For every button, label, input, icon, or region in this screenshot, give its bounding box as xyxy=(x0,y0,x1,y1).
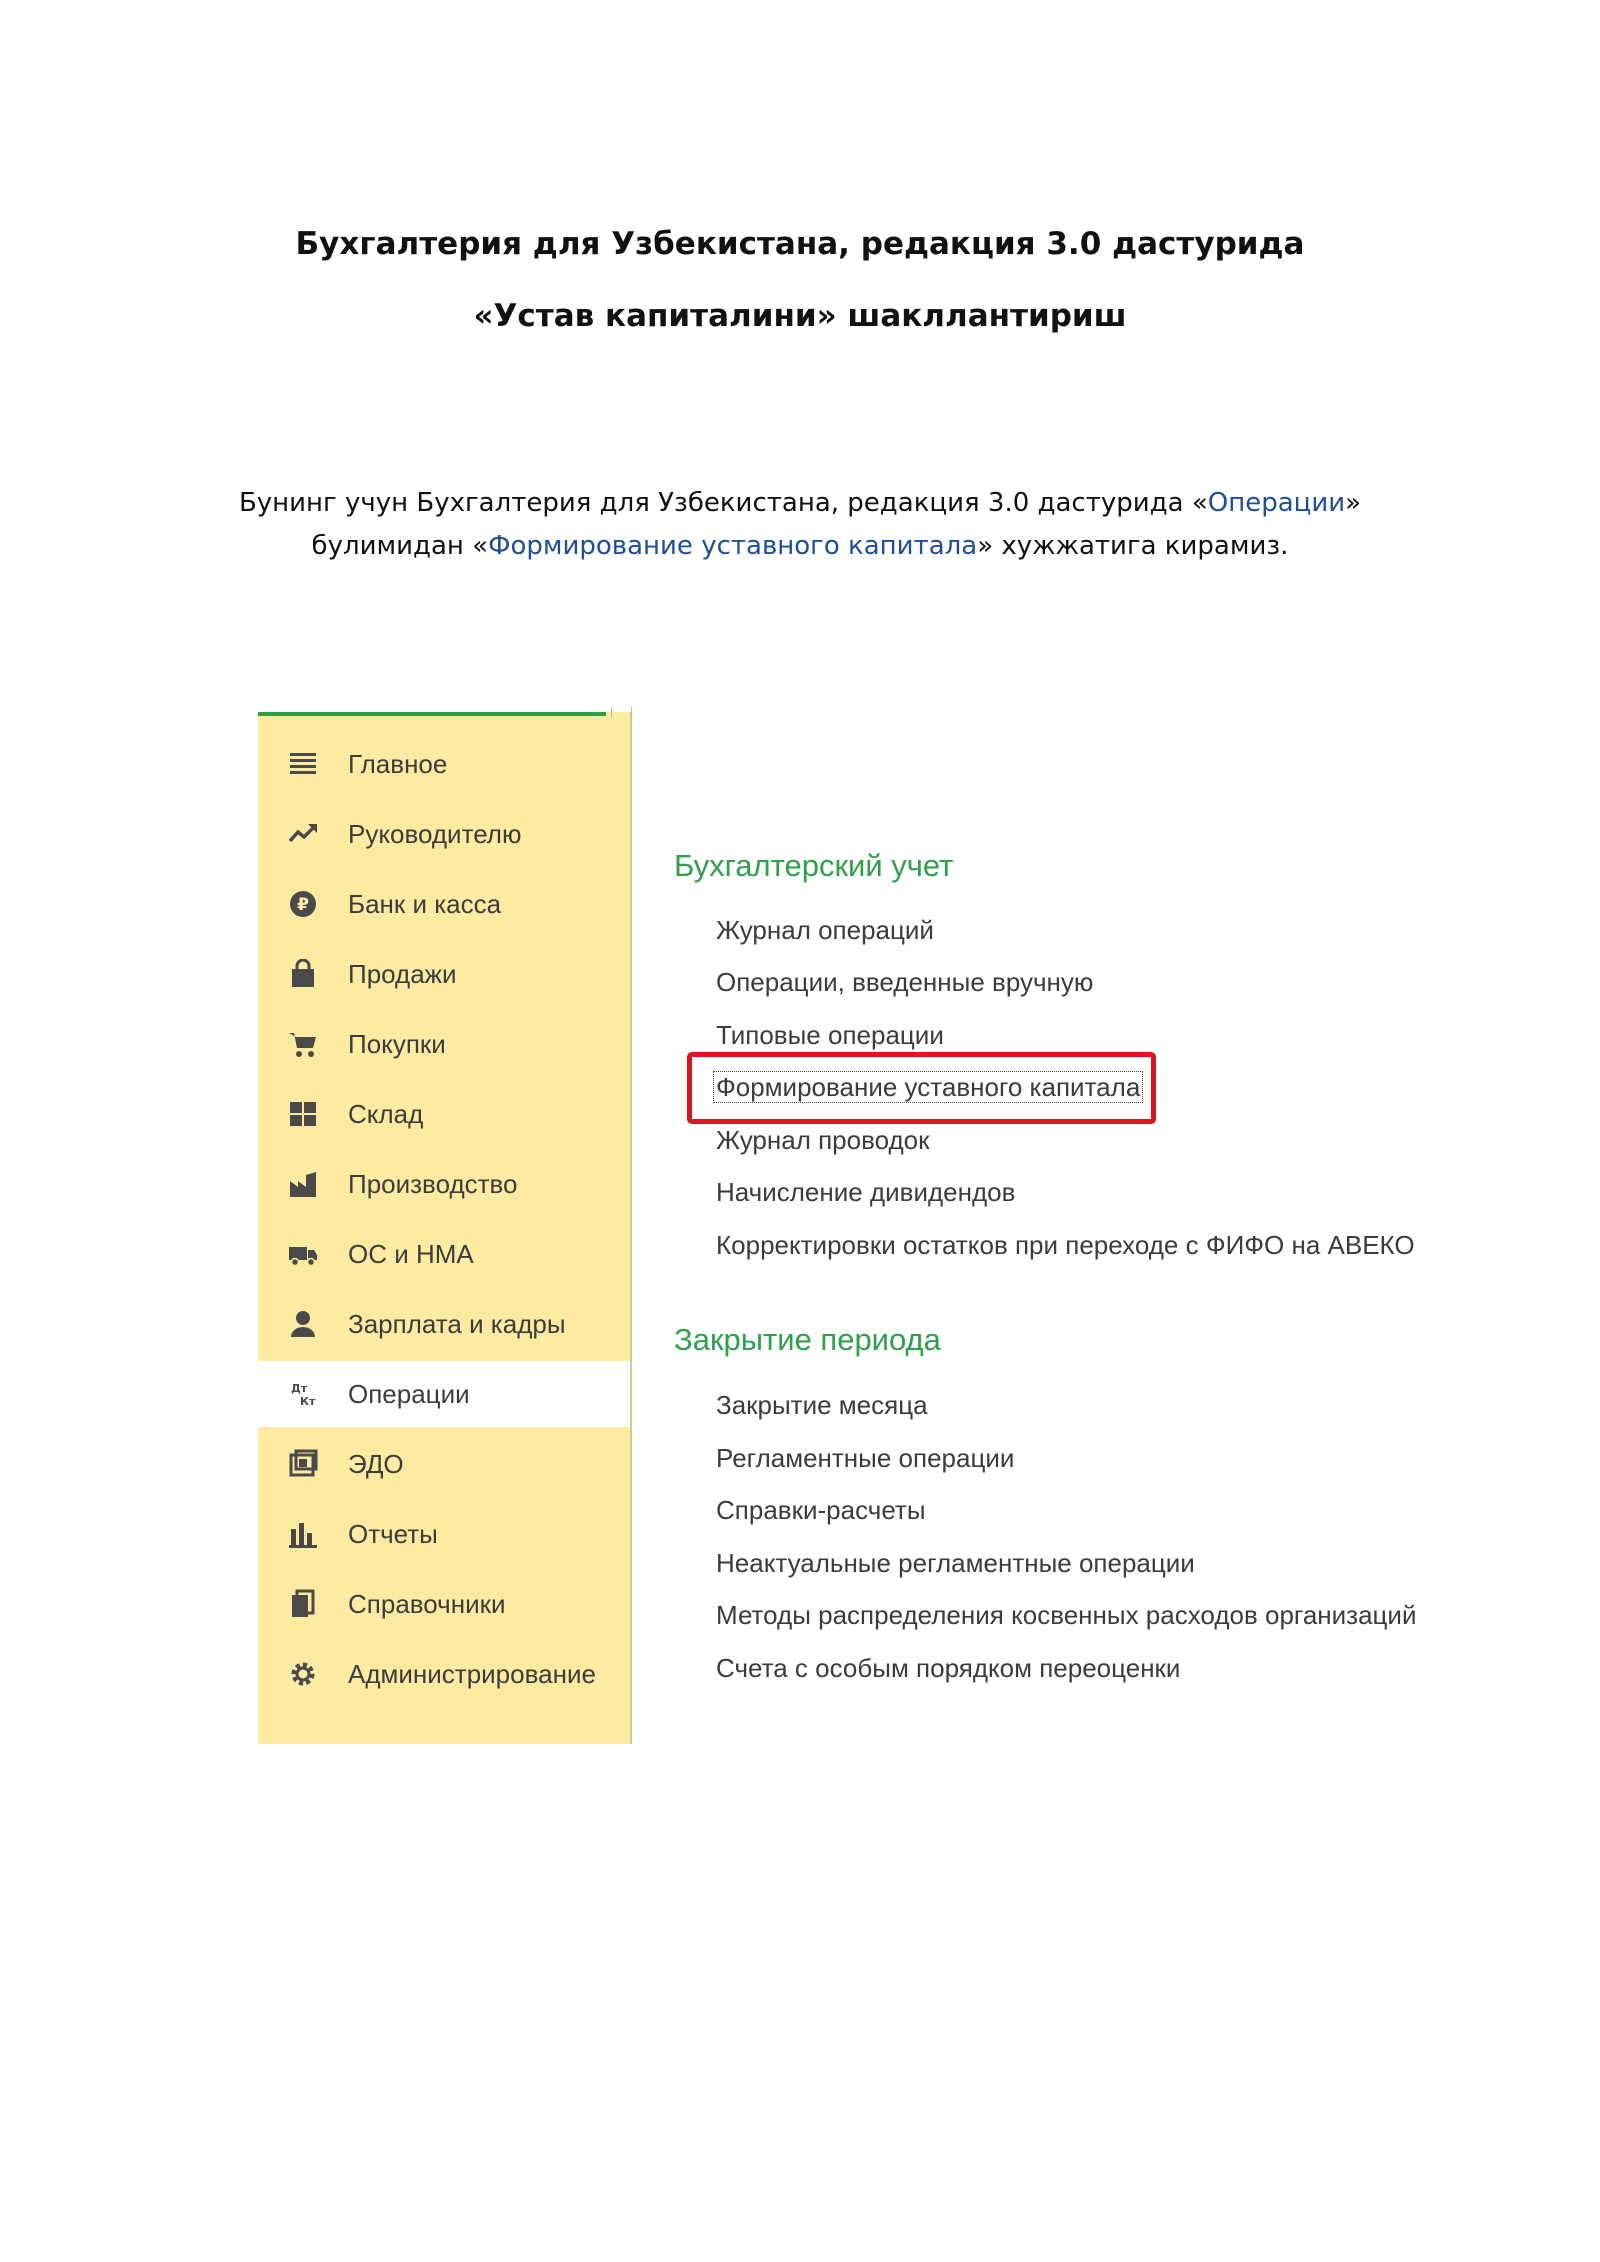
factory-icon xyxy=(286,1167,320,1201)
section-heading-accounting: Бухгалтерский учет xyxy=(674,848,954,883)
sidebar-item-label: Склад xyxy=(348,1098,424,1129)
svg-text:Кт: Кт xyxy=(300,1395,316,1408)
para-text-1: Бунинг учун Бухгалтерия для Узбекистана, редакция 3.0 дастурида « xyxy=(238,488,1208,518)
sidebar-item-label: Администрирование xyxy=(348,1658,596,1689)
edo-icon xyxy=(286,1447,320,1481)
sidebar-item-label: Справочники xyxy=(348,1588,506,1619)
op-item-typical-ops[interactable]: Типовые операции xyxy=(716,1020,944,1050)
operations-link[interactable]: Операции xyxy=(1207,488,1346,518)
sidebar-accent-line xyxy=(258,712,606,716)
sidebar-item-edo[interactable] xyxy=(258,1431,630,1497)
sidebar-item-production[interactable] xyxy=(258,1151,630,1217)
op-item-revaluation-accounts[interactable]: Счета с особым порядком переоценки xyxy=(716,1653,1181,1683)
op-item-manual-ops[interactable]: Операции, введенные вручную xyxy=(716,967,1094,997)
sidebar-item-warehouse[interactable] xyxy=(258,1081,630,1147)
sidebar-item-directories[interactable] xyxy=(258,1571,630,1637)
svg-text:Дт: Дт xyxy=(291,1382,308,1395)
svg-text:₽: ₽ xyxy=(297,895,309,915)
sidebar-item-label: Операции xyxy=(348,1378,470,1409)
op-item-fifo-correction[interactable]: Корректировки остатков при переходе с ФИФО на АВЕКО xyxy=(716,1230,1415,1260)
charter-capital-link[interactable]: Формирование уставного капитала xyxy=(488,531,978,561)
sidebar-item-label: Покупки xyxy=(348,1028,446,1059)
op-item-charter-capital-label: Формирование уставного капитала xyxy=(716,1072,1141,1102)
sidebar-item-label: Продажи xyxy=(348,958,457,989)
op-item-indirect-costs[interactable]: Методы распределения косвенных расходов организаций xyxy=(716,1600,1417,1630)
sidebar-item-label: ЭДО xyxy=(348,1448,404,1479)
op-item-reference-calcs[interactable]: Справки-расчеты xyxy=(716,1495,926,1525)
op-item-journal[interactable]: Журнал операций xyxy=(716,915,934,945)
trend-up-icon xyxy=(286,817,320,851)
op-item-obsolete-routine[interactable]: Неактуальные регламентные операции xyxy=(716,1548,1195,1578)
sidebar-item-manager[interactable] xyxy=(258,801,630,867)
sidebar-item-label: ОС и НМА xyxy=(348,1238,474,1269)
sidebar-scroll-tick xyxy=(611,707,632,717)
sidebar-item-main[interactable] xyxy=(258,731,630,797)
section-heading-period-close: Закрытие периода xyxy=(674,1322,941,1357)
truck-icon xyxy=(286,1237,320,1271)
op-item-postings-journal[interactable]: Журнал проводок xyxy=(716,1125,930,1155)
sidebar-item-administration[interactable] xyxy=(258,1641,630,1707)
document-title-line1: Бухгалтерия для Узбекистана, редакция 3.0 дастурида xyxy=(295,226,1305,262)
op-item-dividends[interactable]: Начисление дивидендов xyxy=(716,1177,1016,1207)
sidebar-item-bank[interactable] xyxy=(258,871,630,937)
instruction-paragraph xyxy=(220,482,1380,568)
sidebar-item-label: Руководителю xyxy=(348,818,522,849)
para-text-2: » булимидан « xyxy=(311,488,1362,561)
sidebar-item-sales[interactable] xyxy=(258,941,630,1007)
sidebar-item-label: Отчеты xyxy=(348,1518,438,1549)
highlight-box xyxy=(687,1052,1156,1124)
sidebar-item-label: Производство xyxy=(348,1168,518,1199)
sidebar-item-fixed-assets[interactable] xyxy=(258,1221,630,1287)
person-icon xyxy=(286,1307,320,1341)
gear-icon xyxy=(286,1657,320,1691)
para-text-3: » хужжатига кирамиз. xyxy=(977,531,1289,561)
sidebar-item-purchases[interactable] xyxy=(258,1011,630,1077)
sidebar-item-operations[interactable] xyxy=(258,1361,630,1427)
sidebar-item-label: Зарплата и кадры xyxy=(348,1308,566,1339)
sidebar-item-label: Главное xyxy=(348,748,448,779)
ruble-coin-icon xyxy=(286,887,320,921)
cart-icon xyxy=(286,1027,320,1061)
shopping-bag-icon xyxy=(286,957,320,991)
warehouse-grid-icon xyxy=(286,1097,320,1131)
books-icon xyxy=(286,1587,320,1621)
sidebar-item-label: Банк и касса xyxy=(348,888,502,919)
sidebar-item-salary[interactable] xyxy=(258,1291,630,1357)
bar-chart-icon xyxy=(286,1517,320,1551)
op-item-month-close[interactable]: Закрытие месяца xyxy=(716,1390,928,1420)
document-title-line2: «Устав капиталини» шакллантириш xyxy=(473,298,1127,334)
menu-lines-icon xyxy=(286,747,320,781)
sidebar-item-reports[interactable] xyxy=(258,1501,630,1567)
op-item-routine-ops[interactable]: Регламентные операции xyxy=(716,1443,1015,1473)
dt-kt-icon xyxy=(286,1377,320,1411)
